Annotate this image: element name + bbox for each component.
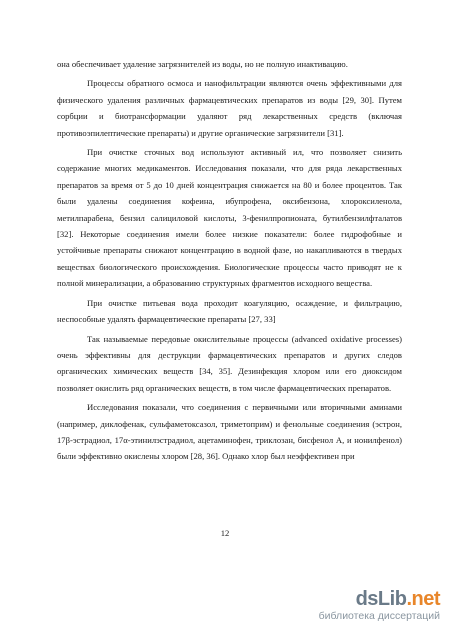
paragraph: она обеспечивает удаление загрязнителей из воды, но не полную инактивацию. xyxy=(57,59,348,69)
paragraph: Так называемые передовые окислительные процессы (advanced oxidative processes) очень эффективны для деструкции фармацевтических препаратов и других следов органических химических веществ [34, 35]. Дезинфекция хлором или его диоксидом позволяет окислить ряд органических веществ, в том числе фармацевтических препаратов. xyxy=(57,333,402,393)
watermark-tagline: библиотека диссертаций xyxy=(318,610,440,622)
document-body xyxy=(57,56,402,468)
paragraph: При очистке сточных вод используют активный ил, что позволяет снизить содержание многих медикаментов. Исследования показали, что для ряда лекарственных препаратов за время от 5 до 10 дней концентрация снижается на 80 и более процентов. Так были удалены соединения кофеина, ибупрофена, оксибензона, хлороксиленола, метилпарабена, бензил салициловой кислоты, 3-фенилпропионата, бутилбензилфталатов [32]. Некоторые соединения имели более низкие показатели: более гидрофобные и устойчивые препараты снижают концентрацию в водной фазе, но накапливаются в твердых веществах биологического происхождения. Биологические процессы часто приводят не к полной минерализации, а образованию структурных фрагментов исходного вещества. xyxy=(57,147,402,289)
watermark-logo-main: dsLib xyxy=(355,588,407,610)
paragraph: Исследования показали, что соединения с первичными или вторичными аминами (например, диклофенак, сульфаметоксазол, триметоприм) и фенольные соединения (эстрон, 17β-эстрадиол, 17α-этинилэстрадиол, ацетаминофен, триклозан, бисфенол А, и нонилфенол) были эффективно окислены хлором [28, 36]. Однако хлор был неэффективен при xyxy=(57,402,402,462)
watermark-logo xyxy=(319,588,440,610)
watermark-logo-suffix: .net xyxy=(406,588,440,610)
paragraph: При очистке питьевая вода проходит коагуляцию, осаждение, и фильтрацию, неспособные удалять фармацевтические препараты [27, 33] xyxy=(57,297,402,325)
page-number: 12 xyxy=(220,528,230,538)
site-watermark[interactable] xyxy=(319,588,440,622)
paragraph: Процессы обратного осмоса и нанофильтрации являются очень эффективными для физического удаления различных фармацевтических препаратов из воды [29, 30]. Путем сорбции и биотрансформации удаляют ряд лекарственных средств (включая противоэпилептические препараты) и другие органические загрязнители [31]. xyxy=(57,78,402,138)
